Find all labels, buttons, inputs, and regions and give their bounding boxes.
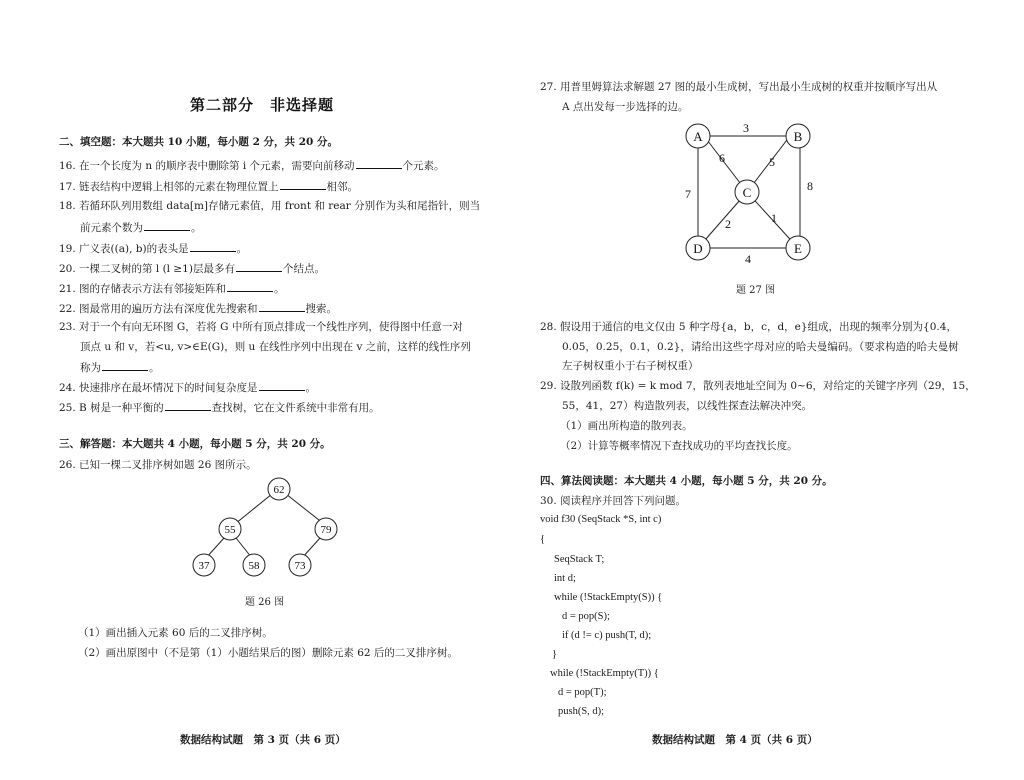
answer-blank <box>259 379 305 391</box>
question-27: 27. 用普里姆算法求解题 27 图的最小生成树，写出最小生成树的权重并按顺序写出从 <box>540 81 938 93</box>
code-line: while (!StackEmpty(S)) { <box>554 592 663 603</box>
question-26-sub-2: （2）画出原图中（不是第（1）小题结果后的图）删除元素 62 后的二叉排序树。 <box>78 647 458 659</box>
question-22: 22. 图最常用的遍历方法有深度优先搜索和 搜索。 <box>59 300 337 316</box>
answer-blank <box>227 280 273 292</box>
answer-blank <box>259 300 305 312</box>
question-18: 18. 若循环队列用数组 data[m]存储元素值，用 front 和 rear 分别作为头和尾指针，则当 <box>59 200 481 212</box>
edge-weight-ab: 3 <box>743 121 749 135</box>
edge-weight-be: 8 <box>807 179 813 193</box>
question-29-cont: 55，41，27）构造散列表，以线性探查法解决冲突。 <box>562 400 813 412</box>
tree-node-37: 37 <box>198 560 210 572</box>
question-29-sub-2: （2）计算等概率情况下查找成功的平均查找长度。 <box>560 440 798 452</box>
edge-weight-cd: 2 <box>725 217 731 231</box>
answer-blank <box>102 359 148 371</box>
answer-blank <box>236 260 282 272</box>
question-26: 26. 已知一棵二叉排序树如题 26 图所示。 <box>59 459 257 471</box>
question-23-cont-2: 称为 。 <box>80 359 160 375</box>
answer-blank <box>190 240 236 252</box>
code-line: { <box>540 534 546 545</box>
tree-node-58: 58 <box>248 560 260 572</box>
edge-weight-ad: 7 <box>685 187 691 201</box>
question-25: 25. B 树是一种平衡的 查找树，它在文件系统中非常有用。 <box>59 399 380 415</box>
page-footer: 数据结构试题 第 4 页（共 6 页） <box>652 734 818 746</box>
section-2-heading: 二、填空题：本大题共 10 小题，每小题 2 分，共 20 分。 <box>59 136 338 148</box>
code-line: int d; <box>554 573 576 584</box>
tree-node-root: 62 <box>273 484 285 496</box>
question-26-sub-1: （1）画出插入元素 60 后的二叉排序树。 <box>78 627 273 639</box>
page-footer: 数据结构试题 第 3 页（共 6 页） <box>180 734 346 746</box>
question-28: 28. 假设用于通信的电文仅由 5 种字母{a，b，c，d，e}组成，出现的频率分别为{0.4， <box>540 321 957 333</box>
question-20: 20. 一棵二叉树的第 l (l ≥1)层最多有 个结点。 <box>59 260 325 276</box>
figure-27-caption: 题 27 图 <box>736 285 776 296</box>
edge-weight-de: 4 <box>745 252 751 266</box>
question-17: 17. 链表结构中逻辑上相邻的元素在物理位置上 相邻。 <box>59 178 358 194</box>
question-28-cont-1: 0.05，0.25，0.1，0.2}，请给出这些字母对应的哈夫曼编码。（要求构造的哈夫曼树 <box>562 341 959 353</box>
code-line: while (!StackEmpty(T)) { <box>550 668 659 679</box>
tree-node-73: 73 <box>294 560 306 572</box>
figure-26-caption: 题 26 图 <box>245 597 285 608</box>
question-27-cont: A 点出发每一步选择的边。 <box>562 101 689 113</box>
code-line: SeqStack T; <box>554 554 605 565</box>
question-21: 21. 图的存储表示方法有邻接矩阵和 。 <box>59 280 285 296</box>
binary-search-tree-figure <box>180 476 340 586</box>
question-30: 30. 阅读程序并回答下列问题。 <box>540 495 687 507</box>
graph-node-a: A <box>693 129 703 144</box>
question-29: 29. 设散列函数 f(k) = k mod 7，散列表地址空间为 0~6，对给定的关键字序列（29，15， <box>540 380 976 392</box>
graph-node-e: E <box>794 241 802 256</box>
graph-node-d: D <box>693 241 703 256</box>
edge-weight-ac: 6 <box>719 151 725 165</box>
question-28-cont-2: 左子树权重小于右子树权重） <box>562 360 699 372</box>
code-line: push(S, d); <box>558 706 605 717</box>
question-29-sub-1: （1）画出所构造的散列表。 <box>560 420 693 432</box>
code-line: d = pop(T); <box>558 687 607 698</box>
answer-blank <box>165 399 211 411</box>
answer-blank <box>280 178 326 190</box>
answer-blank <box>356 157 402 169</box>
code-line: } <box>552 649 558 660</box>
question-16: 16. 在一个长度为 n 的顺序表中删除第 i 个元素，需要向前移动 个元素。 <box>59 157 445 173</box>
question-19: 19. 广义表((a), b)的表头是 。 <box>59 240 247 256</box>
tree-node-55: 55 <box>224 524 236 536</box>
question-23: 23. 对于一个有向无环图 G，若将 G 中所有顶点排成一个线性序列，使得图中任意一对 <box>59 321 463 333</box>
tree-node-79: 79 <box>320 524 332 536</box>
code-line: d = pop(S); <box>562 611 610 622</box>
graph-node-c: C <box>742 185 752 200</box>
question-23-cont-1: 顶点 u 和 v，若<u, v>∈E(G)，则 u 在线性序列中出现在 v 之前，这样的线性序列 <box>80 341 471 353</box>
section-3-heading: 三、解答题：本大题共 4 小题，每小题 5 分，共 20 分。 <box>59 438 331 450</box>
edge-weight-bc: 5 <box>769 155 775 169</box>
question-24: 24. 快速排序在最坏情况下的时间复杂度是 。 <box>59 379 316 395</box>
question-18-cont: 前元素个数为 。 <box>80 219 202 235</box>
part-title: 第二部分 非选择题 <box>190 96 335 114</box>
weighted-graph-figure <box>680 118 815 268</box>
code-line: if (d != c) push(T, d); <box>562 630 652 641</box>
section-4-heading: 四、算法阅读题：本大题共 4 小题，每小题 5 分，共 20 分。 <box>540 475 833 487</box>
graph-node-b: B <box>793 129 803 144</box>
exam-page-4 <box>512 0 1024 780</box>
edge-weight-ce: 1 <box>771 211 777 225</box>
answer-blank <box>144 219 190 231</box>
code-line: void f30 (SeqStack *S, int c) <box>540 514 662 525</box>
